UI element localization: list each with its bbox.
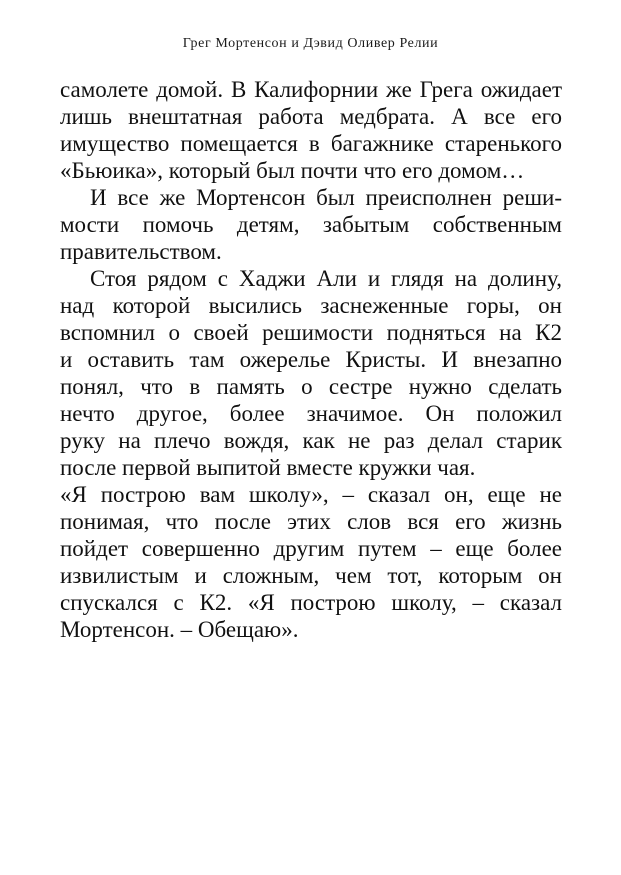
paragraph-first-line: И все же Мортенсон был преисполнен реши- <box>90 185 562 210</box>
body-text <box>60 76 562 643</box>
text-line: нечто другое, более значимое. Он положил <box>60 401 562 426</box>
text-line: имущество помещается в багажнике старенького <box>60 131 562 156</box>
text-line: спускался с К2. «Я построю школу, – сказал <box>60 590 562 615</box>
text-line: извилистым и сложным, чем тот, которым он <box>60 563 562 588</box>
text-line: понимая, что после этих слов вся его жизнь <box>60 509 562 534</box>
text-line: вспомнил о своей решимости подняться на К2 <box>60 320 562 345</box>
text-line: самолете домой. В Калифорнии же Грега ожидает <box>60 77 562 102</box>
text-line: понял, что в память о сестре нужно сделать <box>60 374 562 399</box>
text-line: пойдет совершенно другим путем – еще более <box>60 536 562 561</box>
text-line: и оставить там ожерелье Кристы. И внезапно <box>60 347 562 372</box>
text-line: «Бьюика», который был почти что его домом… <box>60 158 525 183</box>
text-line: руку на плечо вождя, как не раз делал старик <box>60 428 562 453</box>
text-line: лишь внештатная работа медбрата. А все его <box>60 104 562 129</box>
text-line: мости помочь детям, забытым собственным <box>60 212 562 237</box>
paragraph-first-line: «Я построю вам школу», – сказал он, еще не <box>60 482 562 507</box>
text-line: над которой высились заснеженные горы, он <box>60 293 562 318</box>
text-line: Мортенсон. – Обещаю». <box>60 617 299 642</box>
text-line: после первой выпитой вместе кружки чая. <box>60 455 476 480</box>
text-line: правительством. <box>60 239 222 264</box>
paragraph-first-line: Стоя рядом с Хаджи Али и глядя на долину, <box>90 266 562 291</box>
running-header: Грег Мортенсон и Дэвид Оливер Релии <box>182 36 439 51</box>
